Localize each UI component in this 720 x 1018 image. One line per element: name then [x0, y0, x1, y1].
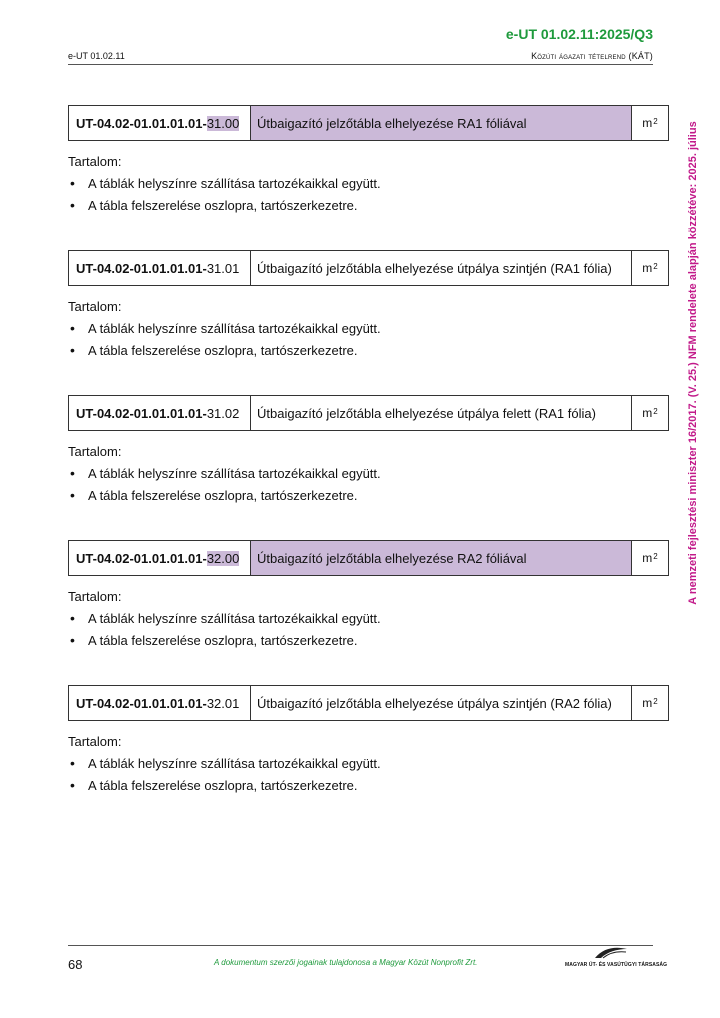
- unit-text: m: [642, 406, 653, 420]
- list-item: • A táblák helyszínre szállítása tartozékaikkal együtt.: [68, 466, 669, 481]
- list-item: • A táblák helyszínre szállítása tartozékaikkal együtt.: [68, 321, 669, 336]
- item-code-suffix: 32.01: [206, 695, 240, 711]
- content-list: [68, 466, 669, 503]
- company-logo: [565, 946, 668, 970]
- unit-superscript: 2: [653, 116, 658, 126]
- item-code-suffix: 32.00: [206, 550, 240, 566]
- content-list: [68, 611, 669, 648]
- header-title: Közúti ágazati tételrend (KÁT): [531, 51, 653, 61]
- unit-text: m: [642, 696, 653, 710]
- item-description: Útbaigazító jelzőtábla elhelyezése útpálya szintjén (RA2 fólia): [251, 686, 632, 720]
- item-code-bold: UT-04.02-01.01.01.01-: [76, 260, 207, 276]
- list-item: • A táblák helyszínre szállítása tartozékaikkal együtt.: [68, 756, 669, 771]
- item-code: [69, 251, 251, 285]
- item-description: Útbaigazító jelzőtábla elhelyezése útpálya szintjén (RA1 fólia): [251, 251, 632, 285]
- document-code: e-UT 01.02.11:2025/Q3: [505, 26, 653, 42]
- item-description: Útbaigazító jelzőtábla elhelyezése útpálya felett (RA1 fólia): [251, 396, 632, 430]
- item-code-bold: UT-04.02-01.01.01.01-: [76, 550, 207, 566]
- unit-superscript: 2: [653, 406, 658, 416]
- item-code: [69, 541, 251, 575]
- content-list: [68, 321, 669, 358]
- item-block: [68, 105, 669, 213]
- item-block: [68, 395, 669, 503]
- list-item: • A tábla felszerelése oszlopra, tartószerkezetre.: [68, 778, 669, 793]
- content-label: Tartalom:: [68, 154, 122, 169]
- list-item: • A tábla felszerelése oszlopra, tartószerkezetre.: [68, 343, 669, 358]
- copyright-notice: A dokumentum szerzői jogainak tulajdonosa a Magyar Közút Nonprofit Zrt.: [214, 958, 478, 967]
- item-header-row: [68, 685, 669, 721]
- unit-text: m: [642, 551, 653, 565]
- list-item: • A tábla felszerelése oszlopra, tartószerkezetre.: [68, 633, 669, 648]
- side-note-text: A nemzeti fejlesztési miniszter 16/2017. (V. 25.) NFM rendelete alapján közzétéve: 2025. július: [687, 121, 699, 605]
- page-number: 68: [68, 957, 83, 972]
- item-unit: [632, 686, 668, 720]
- content-label: Tartalom:: [68, 299, 122, 314]
- content-label: Tartalom:: [68, 444, 122, 459]
- item-unit: [632, 251, 668, 285]
- item-header-row: [68, 540, 669, 576]
- item-unit: [632, 541, 668, 575]
- item-code: [69, 106, 251, 140]
- list-item: • A táblák helyszínre szállítása tartozékaikkal együtt.: [68, 611, 669, 626]
- list-item: • A tábla felszerelése oszlopra, tartószerkezetre.: [68, 488, 669, 503]
- item-block: [68, 540, 669, 648]
- logo-text: MAGYAR ÚT- ÉS VASÚTÜGYI TÁRSASÁG: [565, 962, 668, 968]
- unit-text: m: [642, 261, 653, 275]
- item-code-bold: UT-04.02-01.01.01.01-: [76, 695, 207, 711]
- page-header: [68, 51, 653, 65]
- item-code-suffix: 31.00: [206, 115, 240, 131]
- content-list: [68, 756, 669, 793]
- road-swoosh-icon: [593, 946, 629, 960]
- unit-text: m: [642, 116, 653, 130]
- item-code-bold: UT-04.02-01.01.01.01-: [76, 115, 207, 131]
- item-block: [68, 685, 669, 793]
- item-code-bold: UT-04.02-01.01.01.01-: [76, 405, 207, 421]
- item-code-suffix: 31.02: [206, 405, 240, 421]
- item-code-suffix: 31.01: [206, 260, 240, 276]
- item-unit: [632, 396, 668, 430]
- list-item: • A táblák helyszínre szállítása tartozékaikkal együtt.: [68, 176, 669, 191]
- item-header-row: [68, 250, 669, 286]
- list-item: • A tábla felszerelése oszlopra, tartószerkezetre.: [68, 198, 669, 213]
- header-left-code: e-UT 01.02.11: [68, 51, 125, 61]
- item-block: [68, 250, 669, 358]
- unit-superscript: 2: [653, 551, 658, 561]
- unit-superscript: 2: [653, 261, 658, 271]
- item-header-row: [68, 105, 669, 141]
- item-unit: [632, 106, 668, 140]
- content-label: Tartalom:: [68, 589, 122, 604]
- item-code: [69, 396, 251, 430]
- item-description: Útbaigazító jelzőtábla elhelyezése RA2 fóliával: [251, 541, 632, 575]
- content-label: Tartalom:: [68, 734, 122, 749]
- item-description: Útbaigazító jelzőtábla elhelyezése RA1 fóliával: [251, 106, 632, 140]
- item-header-row: [68, 395, 669, 431]
- content-list: [68, 176, 669, 213]
- unit-superscript: 2: [653, 696, 658, 706]
- item-code: [69, 686, 251, 720]
- side-publication-note: [685, 96, 701, 630]
